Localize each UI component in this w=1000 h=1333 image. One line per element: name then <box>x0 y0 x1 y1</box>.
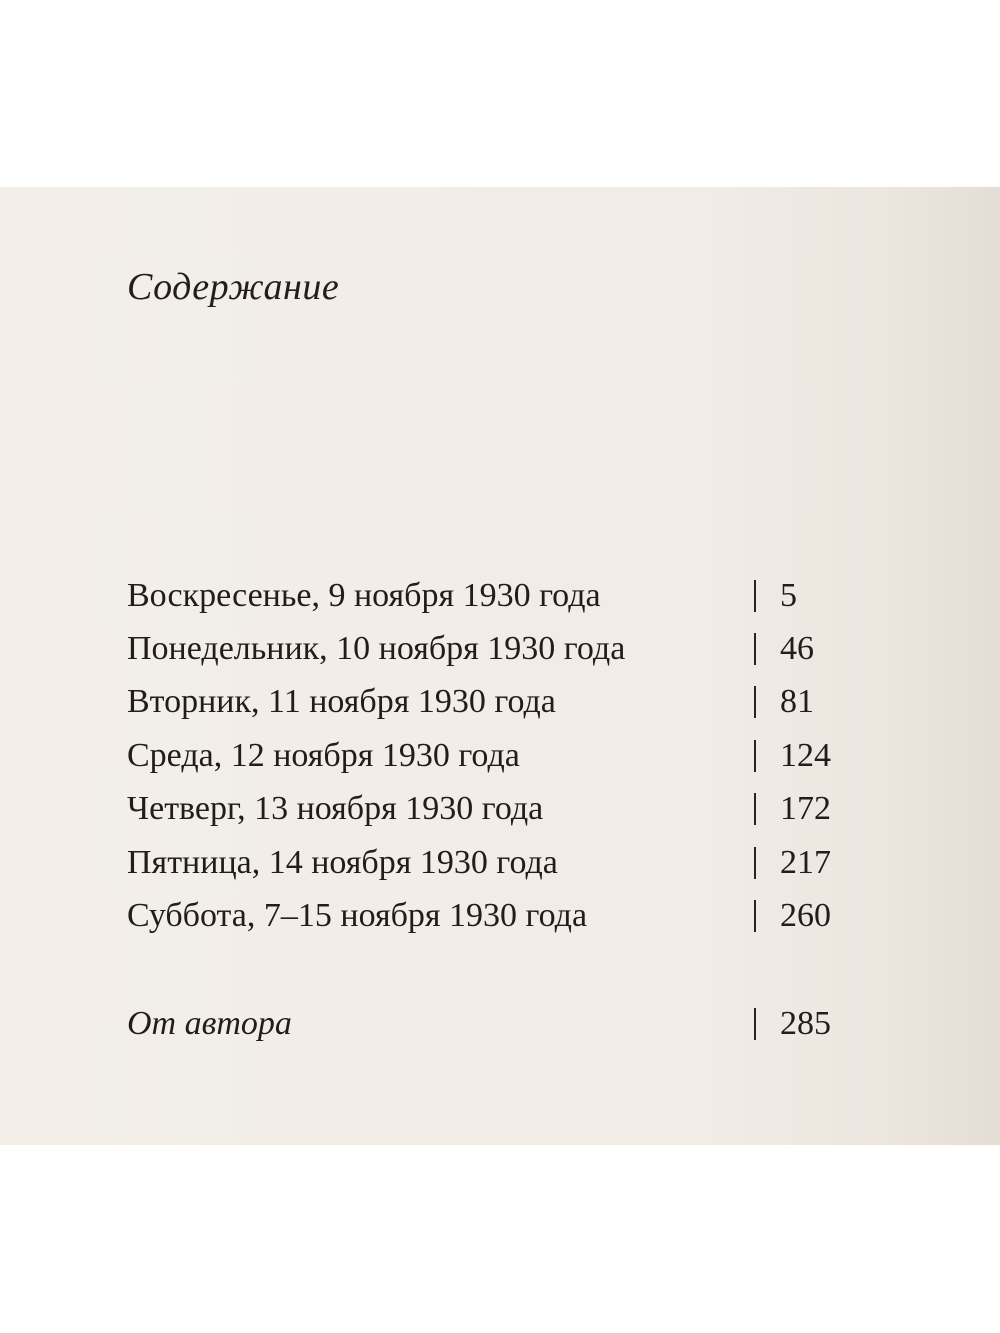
table-of-contents <box>0 187 1000 1145</box>
toc-entry <box>127 574 847 618</box>
toc-entry <box>127 787 847 831</box>
toc-afterword-label: От автора <box>127 1005 292 1042</box>
toc-entry <box>127 894 847 938</box>
toc-entry <box>127 841 847 885</box>
toc-entry-page: 124 <box>780 737 831 774</box>
toc-entry-page: 81 <box>780 683 814 720</box>
toc-entry-page: 260 <box>780 897 831 934</box>
toc-entry-label: Среда, 12 ноября 1930 года <box>127 737 520 774</box>
separator-bar <box>754 1008 756 1040</box>
book-page <box>0 187 1000 1145</box>
toc-entry-page: 172 <box>780 790 831 827</box>
separator-bar <box>754 793 756 825</box>
toc-entry-label: Пятница, 14 ноября 1930 года <box>127 844 558 881</box>
toc-entry-label: Четверг, 13 ноября 1930 года <box>127 790 544 827</box>
toc-entry-page: 46 <box>780 630 814 667</box>
toc-entry-label: Воскресенье, 9 ноября 1930 года <box>127 577 601 614</box>
toc-afterword <box>127 1002 847 1046</box>
separator-bar <box>754 740 756 772</box>
separator-bar <box>754 633 756 665</box>
toc-entry-label: Вторник, 11 ноября 1930 года <box>127 683 556 720</box>
toc-entry-page: 217 <box>780 844 831 881</box>
toc-entry <box>127 680 847 724</box>
toc-title: Содержание <box>127 266 340 308</box>
toc-entry-label: Понедельник, 10 ноября 1930 года <box>127 630 626 667</box>
toc-entry <box>127 627 847 671</box>
separator-bar <box>754 580 756 612</box>
toc-entry <box>127 734 847 778</box>
separator-bar <box>754 686 756 718</box>
toc-afterword-page: 285 <box>780 1005 831 1042</box>
separator-bar <box>754 847 756 879</box>
toc-entry-page: 5 <box>780 577 797 614</box>
toc-entry-label: Суббота, 7–15 ноября 1930 года <box>127 897 588 934</box>
separator-bar <box>754 900 756 932</box>
